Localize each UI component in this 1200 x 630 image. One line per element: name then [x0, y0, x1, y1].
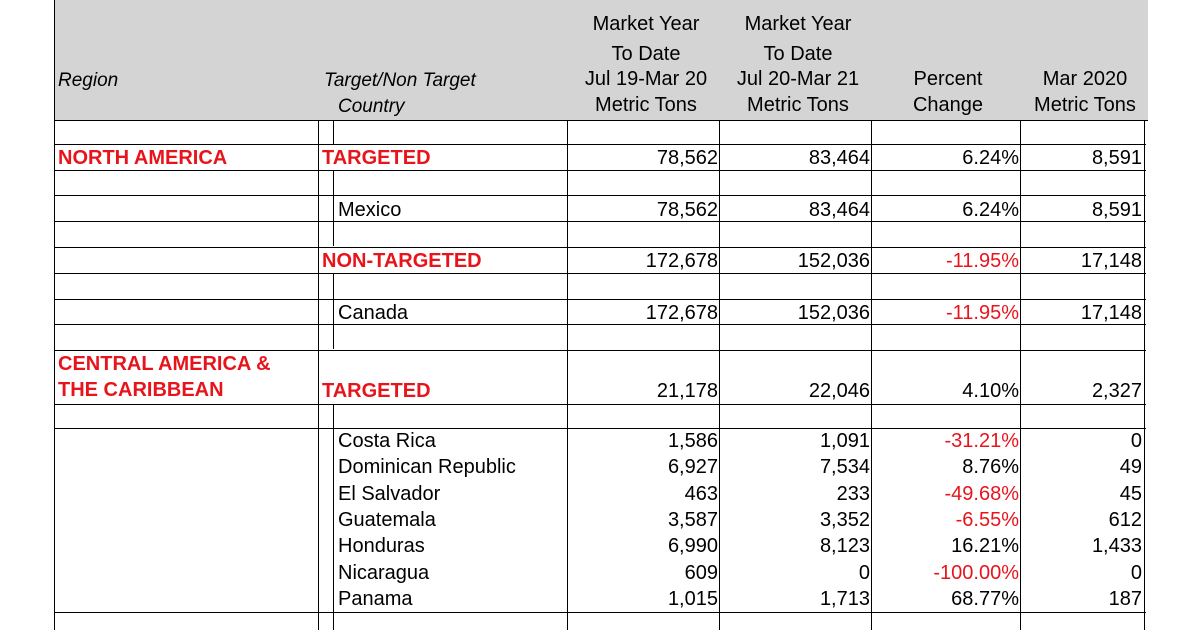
value-mar: 187 — [1108, 587, 1142, 610]
trade-table — [54, 0, 1148, 630]
percent-change: -31.21% — [944, 430, 1019, 452]
nontargeted-label: NON-TARGETED — [322, 250, 482, 272]
value-curr: 83,464 — [808, 147, 870, 169]
value-curr: 0 — [858, 561, 870, 584]
value-mar: 8,591 — [1091, 199, 1142, 221]
grid-col-inner — [333, 120, 334, 144]
value-curr: 152,036 — [797, 250, 870, 272]
value-prev: 172,678 — [645, 302, 718, 324]
country-name: Dominican Republic — [338, 456, 516, 479]
value-mar: 17,148 — [1080, 250, 1142, 272]
percent-change: -100.00% — [933, 561, 1019, 584]
region-north-america: NORTH AMERICA — [58, 147, 228, 169]
region-central-america-line2: THE CARIBBEAN — [58, 379, 224, 401]
value-prev: 6,927 — [667, 456, 718, 479]
value-mar: 0 — [1130, 561, 1142, 584]
grid-row-line — [54, 404, 1146, 405]
country-name: Mexico — [338, 199, 402, 221]
percent-change: -11.95% — [945, 302, 1019, 324]
grid-right — [1144, 120, 1145, 630]
value-curr: 3,352 — [819, 508, 870, 531]
percent-change: -6.55% — [955, 508, 1019, 531]
value-curr: 152,036 — [797, 302, 870, 324]
value-mar: 1,433 — [1091, 535, 1142, 558]
value-prev: 1,015 — [667, 587, 718, 610]
header-col-prev-year: Market Year To Date Jul 19-Mar 20 Metric Tons — [584, 13, 708, 116]
header-target: Target/Non Target — [324, 70, 476, 91]
value-mar: 17,148 — [1080, 302, 1142, 324]
country-name: Guatemala — [338, 508, 436, 531]
grid-col-inner — [333, 170, 334, 246]
region-central-america-line1: CENTRAL AMERICA & — [58, 353, 271, 375]
percent-change: 68.77% — [951, 587, 1019, 610]
value-curr: 233 — [836, 482, 870, 505]
country-name: Costa Rica — [338, 430, 436, 452]
header-col-mar: Mar 2020 Metric Tons — [1034, 68, 1136, 116]
grid-row-line — [54, 612, 1146, 613]
value-mar: 45 — [1119, 482, 1142, 505]
value-prev: 78,562 — [656, 147, 718, 169]
percent-change: 4.10% — [962, 380, 1019, 402]
value-mar: 0 — [1130, 430, 1142, 452]
value-mar: 2,327 — [1091, 380, 1142, 402]
grid-col-region — [318, 120, 319, 630]
header-region: Region — [58, 70, 119, 91]
value-prev: 3,587 — [667, 508, 718, 531]
value-prev: 463 — [684, 482, 718, 505]
value-curr: 7,534 — [819, 456, 870, 479]
header-col-percent: Percent Change — [912, 68, 984, 116]
header-col-curr-year: Market Year To Date Jul 20-Mar 21 Metric Tons — [736, 13, 860, 116]
percent-change: 8.76% — [962, 456, 1019, 479]
grid-left — [54, 0, 55, 630]
grid-header-bottom — [54, 120, 1148, 121]
country-name: Canada — [338, 302, 409, 324]
grid-col-inner — [333, 404, 334, 630]
value-prev: 1,586 — [667, 430, 718, 452]
value-curr: 1,091 — [819, 430, 870, 452]
percent-change: 16.21% — [951, 535, 1019, 558]
value-curr: 22,046 — [808, 380, 870, 402]
header-country: Country — [338, 96, 405, 117]
value-prev: 6,990 — [667, 535, 718, 558]
country-name: Panama — [338, 587, 413, 610]
value-prev: 609 — [684, 561, 718, 584]
country-name: Nicaragua — [338, 561, 430, 584]
value-curr: 83,464 — [808, 199, 870, 221]
value-prev: 172,678 — [645, 250, 718, 272]
targeted-label: TARGETED — [322, 380, 431, 402]
value-prev: 21,178 — [656, 380, 718, 402]
value-curr: 8,123 — [819, 535, 870, 558]
targeted-label: TARGETED — [322, 147, 431, 169]
value-prev: 78,562 — [656, 199, 718, 221]
value-curr: 1,713 — [819, 587, 870, 610]
percent-change: 6.24% — [962, 199, 1019, 221]
country-name: El Salvador — [338, 482, 441, 505]
value-mar: 49 — [1119, 456, 1142, 479]
country-name: Honduras — [338, 535, 425, 558]
grid-col-inner — [333, 273, 334, 349]
percent-change: 6.24% — [962, 147, 1019, 169]
grid-row-line — [54, 195, 1146, 196]
percent-change: -11.95% — [945, 250, 1019, 272]
value-mar: 8,591 — [1091, 147, 1142, 169]
value-mar: 612 — [1108, 508, 1142, 531]
percent-change: -49.68% — [944, 482, 1019, 505]
